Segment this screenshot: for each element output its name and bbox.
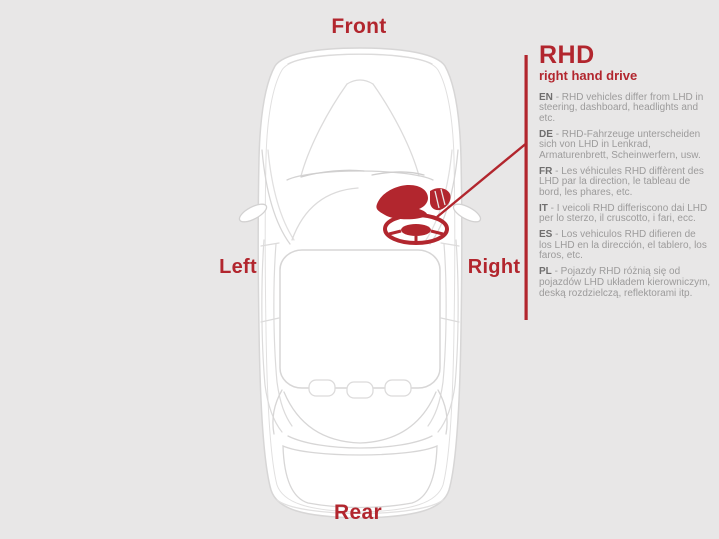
lang-item-es	[539, 230, 711, 262]
lang-text: - Los vehiculos RHD difieren de los LHD en la dirección, el tablero, los faros, etc.	[539, 229, 707, 262]
lang-code: IT	[539, 202, 548, 214]
rear-label: Rear	[334, 501, 382, 524]
panel-rule	[525, 55, 528, 320]
lang-text: - I veicoli RHD differiscono dai LHD per lo sterzo, il cruscotto, i fari, ecc.	[539, 202, 708, 225]
lang-item-pl	[539, 267, 711, 299]
panel-subtitle: right hand drive	[539, 68, 638, 84]
panel-title: RHD	[539, 41, 595, 69]
lang-code: EN	[539, 91, 553, 103]
front-label: Front	[331, 15, 387, 38]
lang-item-it	[539, 204, 711, 225]
lang-text: - Pojazdy RHD różnią się od pojazdów LHD układem kierowniczym, deską rozdzielczą, reflektorami itp.	[539, 266, 711, 299]
right-label: Right	[467, 256, 521, 278]
lang-item-fr	[539, 167, 711, 199]
lang-code: PL	[539, 266, 552, 278]
rhd-info-panel	[539, 42, 711, 304]
roof-panel	[280, 250, 440, 388]
lang-code: DE	[539, 128, 553, 140]
lang-code: FR	[539, 165, 553, 177]
left-label: Left	[219, 256, 257, 278]
lang-text: - Les véhicules RHD diffèrent des LHD par la direction, le tableau de bord, les phares, etc.	[539, 165, 704, 199]
lang-code: ES	[539, 229, 553, 241]
lang-text: - RHD-Fahrzeuge unterscheiden sich von LHD in Lenkrad, Armaturenbrett, Scheinwerfern, usw.	[539, 128, 701, 161]
lang-item-en	[539, 93, 711, 125]
lang-text: - RHD vehicles differ from LHD in steering, dashboard, headlights and etc.	[539, 91, 704, 124]
lang-item-de	[539, 130, 711, 162]
